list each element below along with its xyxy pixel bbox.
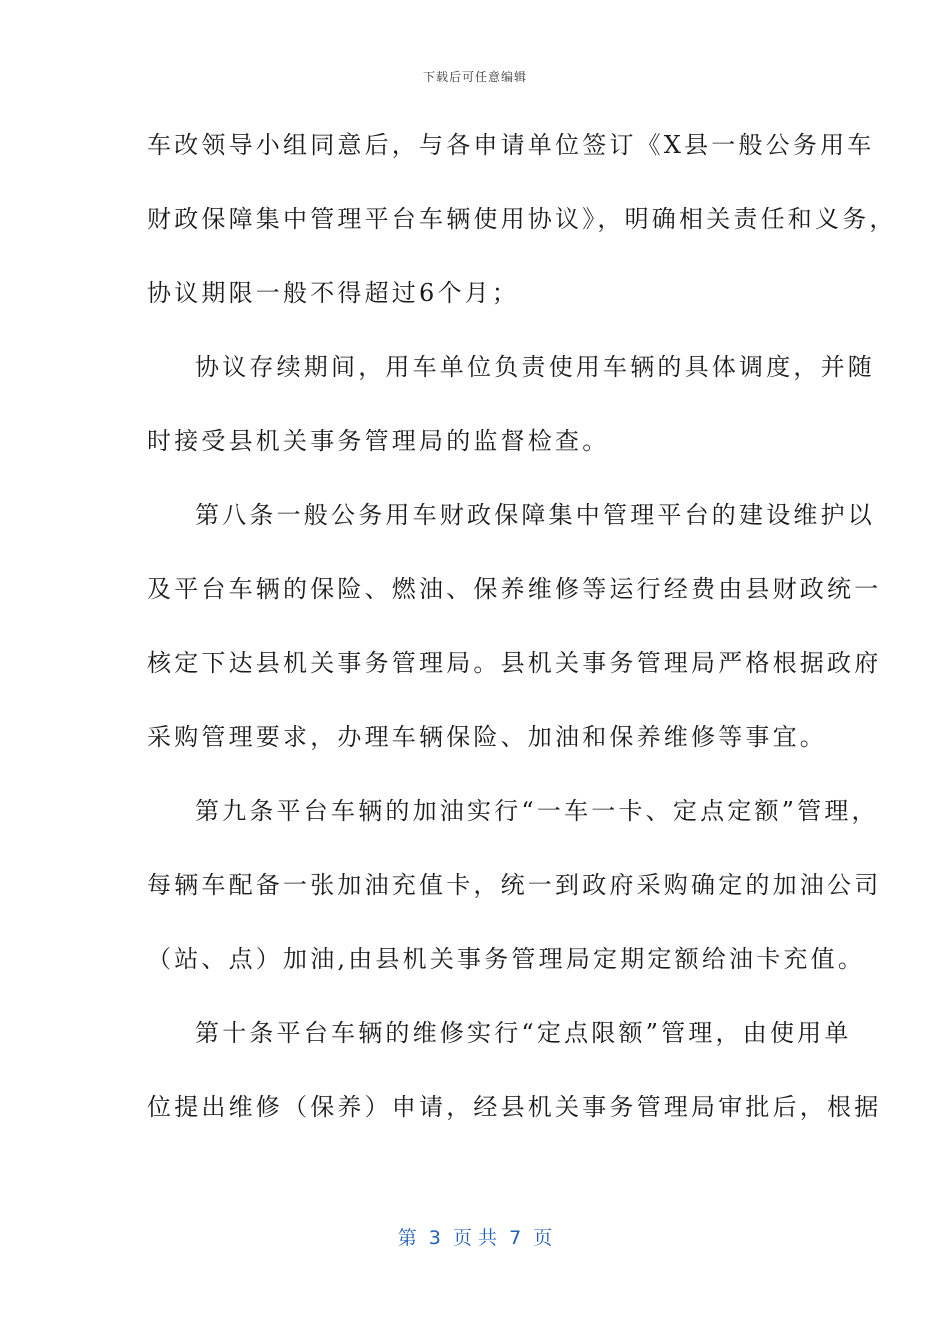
body-line: 第十条平台车辆的维修实行“定点限额”管理，由使用单 [195, 1019, 852, 1047]
page-header-note: 下载后可任意编辑 [422, 70, 527, 84]
body-line: 位提出维修（保养）申请，经县机关事务管理局审批后，根据 [147, 1093, 882, 1121]
body-line: （站、点）加油,由县机关事务管理局定期定额给油卡充值。 [147, 945, 866, 973]
body-line: 第九条平台车辆的加油实行“一车一卡、定点定额”管理， [195, 797, 879, 825]
body-line: 每辆车配备一张加油充值卡，统一到政府采购确定的加油公司 [147, 871, 882, 899]
body-line: 协议存续期间，用车单位负责使用车辆的具体调度，并随 [195, 353, 875, 381]
document-body [147, 118, 897, 1154]
body-line: 时接受县机关事务管理局的监督检查。 [147, 427, 610, 455]
body-line: 采购管理要求，办理车辆保险、加油和保养维修等事宜。 [147, 723, 827, 751]
body-line: 第八条一般公务用车财政保障集中管理平台的建设维护以 [195, 501, 875, 529]
body-line: 财政保障集中管理平台车辆使用协议》，明确相关责任和义务， [147, 205, 897, 233]
page-number-footer: 第 3 页 共 7 页 [397, 1227, 553, 1249]
body-line: 协议期限一般不得超过6个月； [147, 279, 520, 307]
body-line: 核定下达县机关事务管理局。县机关事务管理局严格根据政府 [147, 649, 882, 677]
body-line: 及平台车辆的保险、燃油、保养维修等运行经费由县财政统一 [147, 575, 882, 603]
body-line: 车改领导小组同意后，与各申请单位签订《X县一般公务用车 [147, 131, 875, 159]
